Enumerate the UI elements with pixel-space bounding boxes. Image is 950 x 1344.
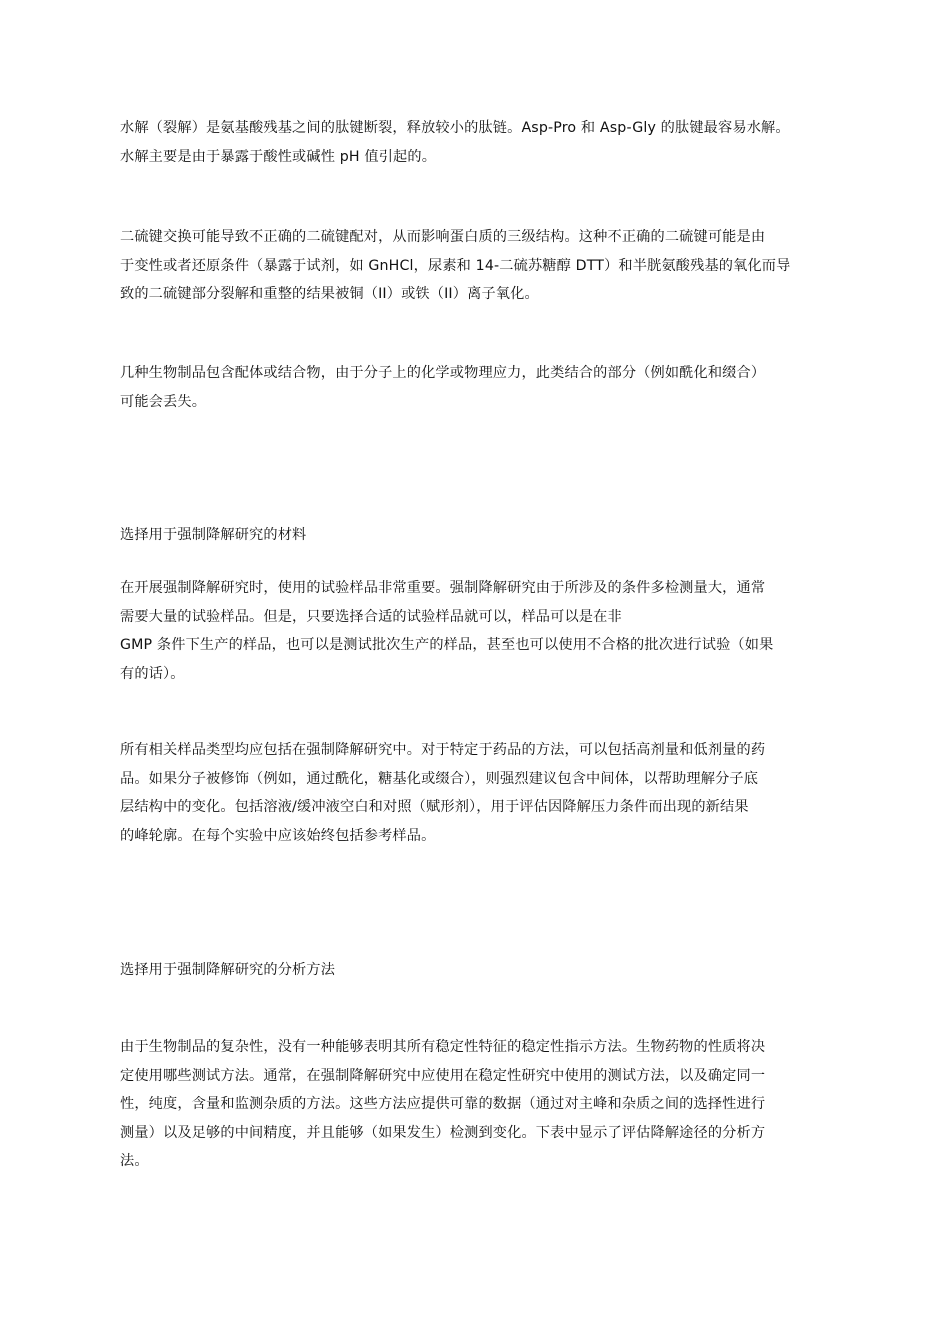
paragraph-ligand-loss [120,359,840,416]
paragraph-line: 在开展强制降解研究时，使用的试验样品非常重要。强制降解研究由于所涉及的条件多检测量大，通常 [120,580,766,596]
paragraph-disulfide-exchange [120,223,840,309]
paragraph-line: 由于生物制品的复杂性，没有一种能够表明其所有稳定性特征的稳定性指示方法。生物药物的性质将决 [120,1039,766,1055]
paragraph-hydrolysis [120,114,840,171]
paragraph-line: 几种生物制品包含配体或结合物，由于分子上的化学或物理应力，此类结合的部分（例如酰化和缀合） [120,365,766,381]
paragraph-materials [120,574,840,688]
paragraph-line: 于变性或者还原条件（暴露于试剂，如 GnHCl，尿素和 14-二硫苏糖醇 DTT）和半胱氨酸残基的氧化而导 [120,257,791,274]
paragraph-line: GMP 条件下生产的样品，也可以是测试批次生产的样品，甚至也可以使用不合格的批次进行试验（如果 [120,637,774,653]
section-heading-materials: 选择用于强制降解研究的材料 [120,527,307,543]
paragraph-line: 有的话）。 [120,665,185,682]
paragraph-line: 水解（裂解）是氨基酸残基之间的肽键断裂，释放较小的肽链。Asp-Pro 和 Asp-Gly 的肽键最容易水解。 [120,120,790,136]
paragraph-line: 需要大量的试验样品。但是，只要选择合适的试验样品就可以，样品可以是在非 [120,608,622,625]
paragraph-line: 水解主要是由于暴露于酸性或碱性 pH 值引起的。 [120,148,437,165]
section-heading-analytical-methods: 选择用于强制降解研究的分析方法 [120,962,336,978]
paragraph-line: 法。 [120,1153,149,1169]
paragraph-sample-types [120,736,840,850]
paragraph-line: 所有相关样品类型均应包括在强制降解研究中。对于特定于药品的方法，可以包括高剂量和低剂量的药 [120,742,766,758]
paragraph-line: 的峰轮廓。在每个实验中应该始终包括参考样品。 [120,827,436,844]
paragraph-line: 品。如果分子被修饰（例如，通过酰化，糖基化或缀合），则强烈建议包含中间体，以帮助理解分子底 [120,770,759,787]
paragraph-line: 致的二硫键部分裂解和重整的结果被铜（II）或铁（II）离子氧化。 [120,286,539,302]
paragraph-line: 测量）以及足够的中间精度，并且能够（如果发生）检测到变化。下表中显示了评估降解途径的分析方 [120,1124,766,1141]
paragraph-line: 可能会丢失。 [120,393,207,410]
paragraph-line: 层结构中的变化。包括溶液/缓冲液空白和对照（赋形剂），用于评估因降解压力条件而出现的新结果 [120,799,749,815]
paragraph-analytical-methods [120,1033,840,1176]
paragraph-line: 性，纯度，含量和监测杂质的方法。这些方法应提供可靠的数据（通过对主峰和杂质之间的选择性进行 [120,1096,766,1112]
paragraph-line: 定使用哪些测试方法。通常，在强制降解研究中应使用在稳定性研究中使用的测试方法，以及确定同一 [120,1067,766,1084]
paragraph-line: 二硫键交换可能导致不正确的二硫键配对，从而影响蛋白质的三级结构。这种不正确的二硫键可能是由 [120,229,766,245]
